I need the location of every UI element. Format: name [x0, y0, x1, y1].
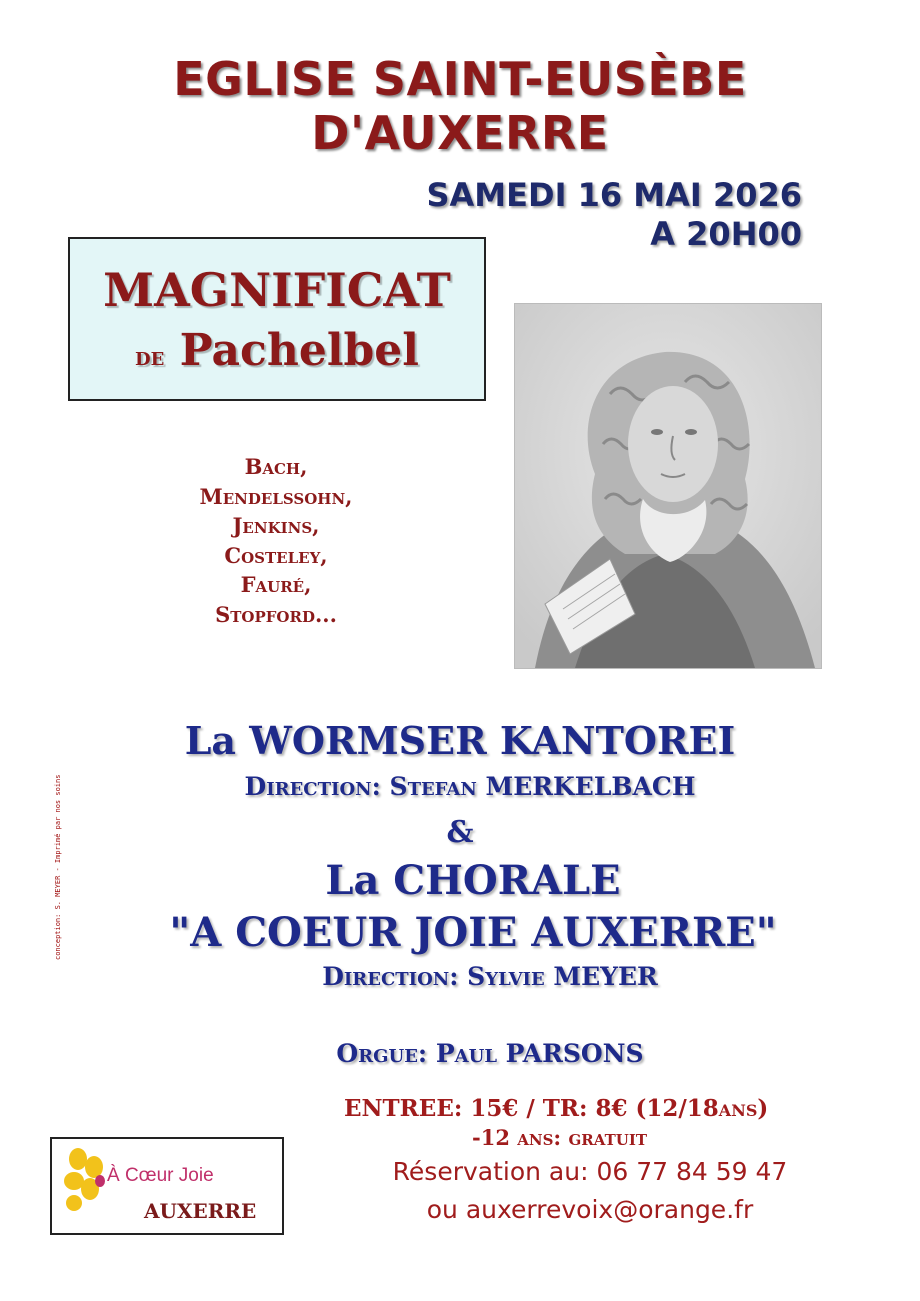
choir2-direction: Direction: Sylvie MEYER	[322, 962, 658, 991]
church-title-line2: D'AUXERRE	[311, 106, 609, 160]
composer-portrait	[514, 303, 822, 669]
composer-item: Stopford...	[215, 601, 337, 627]
flower-icon	[60, 1145, 110, 1215]
composer-item: Bach,	[244, 454, 308, 479]
choir2-name-line2: "A COEUR JOIE AUXERRE"	[169, 909, 777, 956]
program-title-box	[68, 237, 486, 401]
composer-item: Fauré,	[240, 572, 312, 597]
reservation-phone: Réservation au: 06 77 84 59 47	[392, 1157, 788, 1186]
children-free: -12 ans: gratuit	[472, 1125, 648, 1150]
program-subtitle-name: Pachelbel	[179, 325, 420, 376]
composer-item: Mendelssohn,	[199, 483, 353, 509]
composer-item: Costeley,	[224, 542, 328, 568]
design-credit: conception: S. MEYER - Imprimé par nos soins	[54, 774, 62, 960]
program-title: MAGNIFICAT	[103, 263, 451, 317]
choir1-direction: Direction: Stefan MERKELBACH	[244, 772, 696, 801]
composer-item: Jenkins,	[232, 513, 320, 538]
logo-name: À Cœur Joie	[107, 1165, 214, 1186]
composer-list	[140, 452, 412, 629]
ampersand: &	[446, 815, 474, 850]
event-time: A 20H00	[650, 215, 802, 253]
church-title-line1: EGLISE SAINT-EUSÈBE	[173, 52, 747, 106]
organ-credit: Orgue: Paul PARSONS	[336, 1039, 644, 1068]
logo-city: AUXERRE	[144, 1199, 257, 1223]
reservation-email: ou auxerrevoix@orange.fr	[426, 1195, 754, 1224]
choir1-name: La WORMSER KANTOREI	[184, 718, 736, 763]
program-subtitle	[70, 325, 484, 376]
choir-logo	[50, 1137, 284, 1235]
choir2-name-line1: La CHORALE	[325, 857, 621, 904]
event-date: SAMEDI 16 MAI 2026	[426, 176, 802, 214]
program-subtitle-prefix: de	[134, 342, 165, 372]
ticket-prices: ENTREE: 15€ / TR: 8€ (12/18ans)	[344, 1095, 769, 1122]
